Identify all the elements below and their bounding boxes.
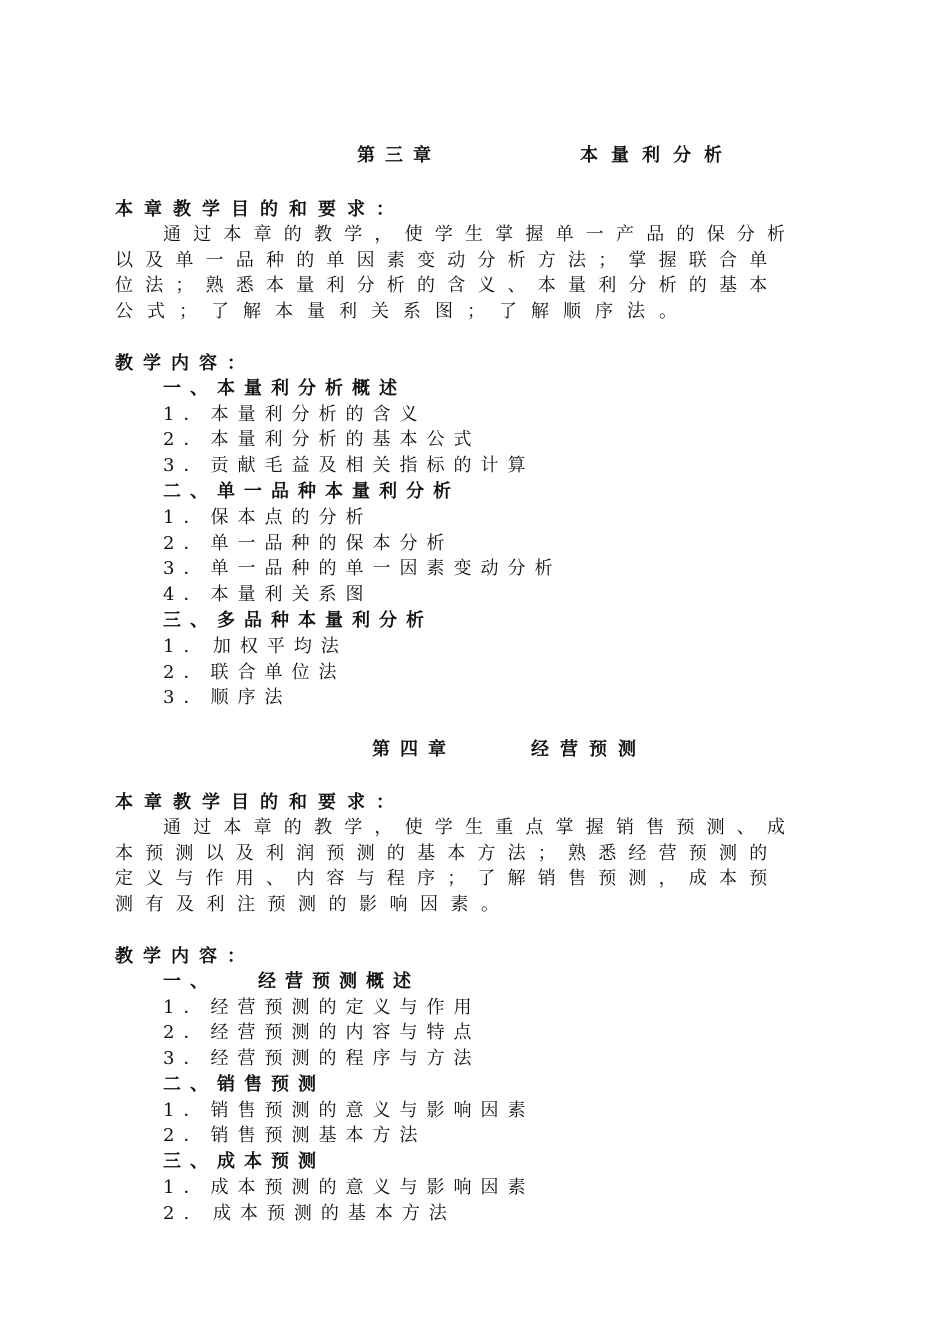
ch4-content-heading: 教学内容： xyxy=(115,946,255,967)
ch3-section-heading: 二、单一品种本量利分析 xyxy=(163,481,460,502)
ch3-item: 2．联合单位法 xyxy=(163,662,346,683)
ch3-section-heading: 三、多品种本量利分析 xyxy=(163,610,433,631)
ch3-item: 4．本量利关系图 xyxy=(163,584,373,605)
ch4-item: 1．经营预测的定义与作用 xyxy=(163,997,481,1018)
ch3-item: 2．单一品种的保本分析 xyxy=(163,533,454,554)
ch3-item: 1. 加权平均法 xyxy=(163,636,348,657)
chapter-4-title: 经营预测 xyxy=(531,739,647,760)
ch3-section-heading: 一、本量利分析概述 xyxy=(163,378,406,399)
chapter-3-number: 第三章 xyxy=(357,145,441,166)
ch3-item: 3．贡献毛益及相关指标的计算 xyxy=(163,455,535,476)
ch3-content-heading: 教学内容： xyxy=(115,353,255,374)
ch4-section-heading: 三、成本预测 xyxy=(163,1151,325,1172)
ch3-item: 1．本量利分析的含义 xyxy=(163,404,427,425)
ch3-item: 1．保本点的分析 xyxy=(163,507,373,528)
ch4-item: 2．销售预测基本方法 xyxy=(163,1125,427,1146)
ch4-section-heading: 二、销售预测 xyxy=(163,1074,325,1095)
chapter-4-number: 第四章 xyxy=(372,739,456,760)
ch4-item: 3．经营预测的程序与方法 xyxy=(163,1048,481,1069)
ch3-goals-line: 公式；了解本量利关系图；了解顺序法。 xyxy=(115,301,691,322)
ch3-item: 3．顺序法 xyxy=(163,687,292,708)
ch4-section-number: 一、 xyxy=(163,971,217,992)
ch4-goals-line: 通过本章的教学，使学生重点掌握销售预测、成 xyxy=(163,817,798,838)
ch4-item: 1．成本预测的意义与影响因素 xyxy=(163,1177,535,1198)
ch4-item: 2．经营预测的内容与特点 xyxy=(163,1022,481,1043)
ch3-goals-heading: 本章教学目的和要求： xyxy=(115,199,405,220)
ch4-section-heading: 经营预测概述 xyxy=(258,971,420,992)
ch4-goals-line: 定义与作用、内容与程序；了解销售预测，成本预 xyxy=(115,868,780,889)
ch4-item: 1．销售预测的意义与影响因素 xyxy=(163,1100,535,1121)
ch3-goals-line: 以及单一品种的单因素变动分析方法；掌握联合单 xyxy=(115,250,780,271)
ch3-goals-line: 通过本章的教学，使学生掌握单一产品的保分析 xyxy=(163,224,798,245)
ch4-goals-line: 本预测以及利润预测的基本方法；熟悉经营预测的 xyxy=(115,843,780,864)
ch3-item: 3．单一品种的单一因素变动分析 xyxy=(163,558,562,579)
chapter-3-title: 本量利分析 xyxy=(580,145,735,166)
ch4-goals-line: 测有及利注预测的影响因素。 xyxy=(115,894,512,915)
ch4-item: 2. 成本预测的基本方法 xyxy=(163,1203,456,1224)
ch3-item: 2．本量利分析的基本公式 xyxy=(163,429,481,450)
ch4-goals-heading: 本章教学目的和要求： xyxy=(115,792,405,813)
ch3-goals-line: 位法；熟悉本量利分析的含义、本量利分析的基本 xyxy=(115,275,780,296)
